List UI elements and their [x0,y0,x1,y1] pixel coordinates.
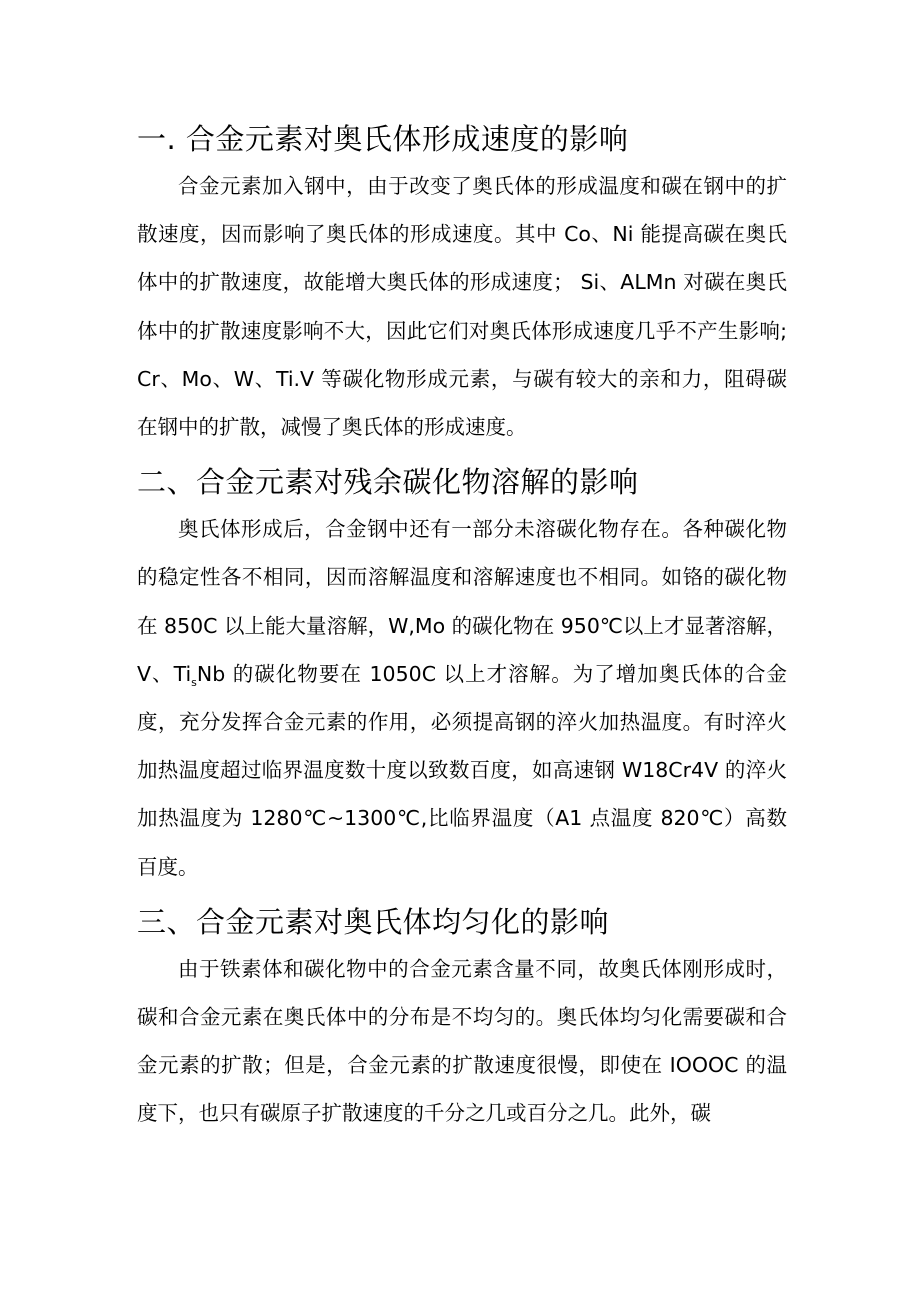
paragraph-2-part-b: Nb 的碳化物要在 1050C 以上才溶解。为了增加奥氏体的合金度，充分发挥合金元素的作用，必须提高钢的淬火加热温度。有时淬火加热温度超过临界温度数十度以致数百度，如高速钢 W18Cr4V 的淬火加热温度为 1280℃~1300℃,比临界温度（A1 点温度 820℃）高数百度。 [137,661,787,879]
section-paragraph-2 [137,505,787,891]
section-paragraph-1: 合金元素加入钢中，由于改变了奥氏体的形成温度和碳在钢中的扩散速度，因而影响了奥氏体的形成速度。其中 Co、Ni 能提高碳在奥氏体中的扩散速度，故能增大奥氏体的形成速度； Si、ALMn 对碳在奥氏体中的扩散速度影响不大，因此它们对奥氏体形成速度几乎不产生影响; Cr、Mo、W、Ti.V 等碳化物形成元素，与碳有较大的亲和力，阻碍碳在钢中的扩散，减慢了奥氏体的形成速度。 [137,174,787,440]
section-heading-2: 二、合金元素对残余碳化物溶解的影响 [137,465,639,500]
section-heading-3: 三、合金元素对奥氏体均匀化的影响 [137,904,610,939]
section-heading-1: 一. 合金元素对奥氏体形成速度的影响 [137,122,629,156]
section-paragraph-3: 由于铁素体和碳化物中的合金元素含量不同，故奥氏体刚形成时，碳和合金元素在奥氏体中的分布是不均匀的。奥氏体均匀化需要碳和合金元素的扩散；但是，合金元素的扩散速度很慢，即使在 IOOOC 的温度下，也只有碳原子扩散速度的千分之几或百分之几。此外，碳 [137,956,787,1126]
paragraph-2-subscript: s [191,675,197,689]
document-page [137,116,787,1138]
paragraph-2-part-a: 奥氏体形成后，合金钢中还有一部分未溶碳化物存在。各种碳化物的稳定性各不相同，因而溶解温度和溶解速度也不相同。如铬的碳化物在 850C 以上能大量溶解，W,Mo 的碳化物在 950℃以上才显著溶解，V、Ti [137,517,787,686]
